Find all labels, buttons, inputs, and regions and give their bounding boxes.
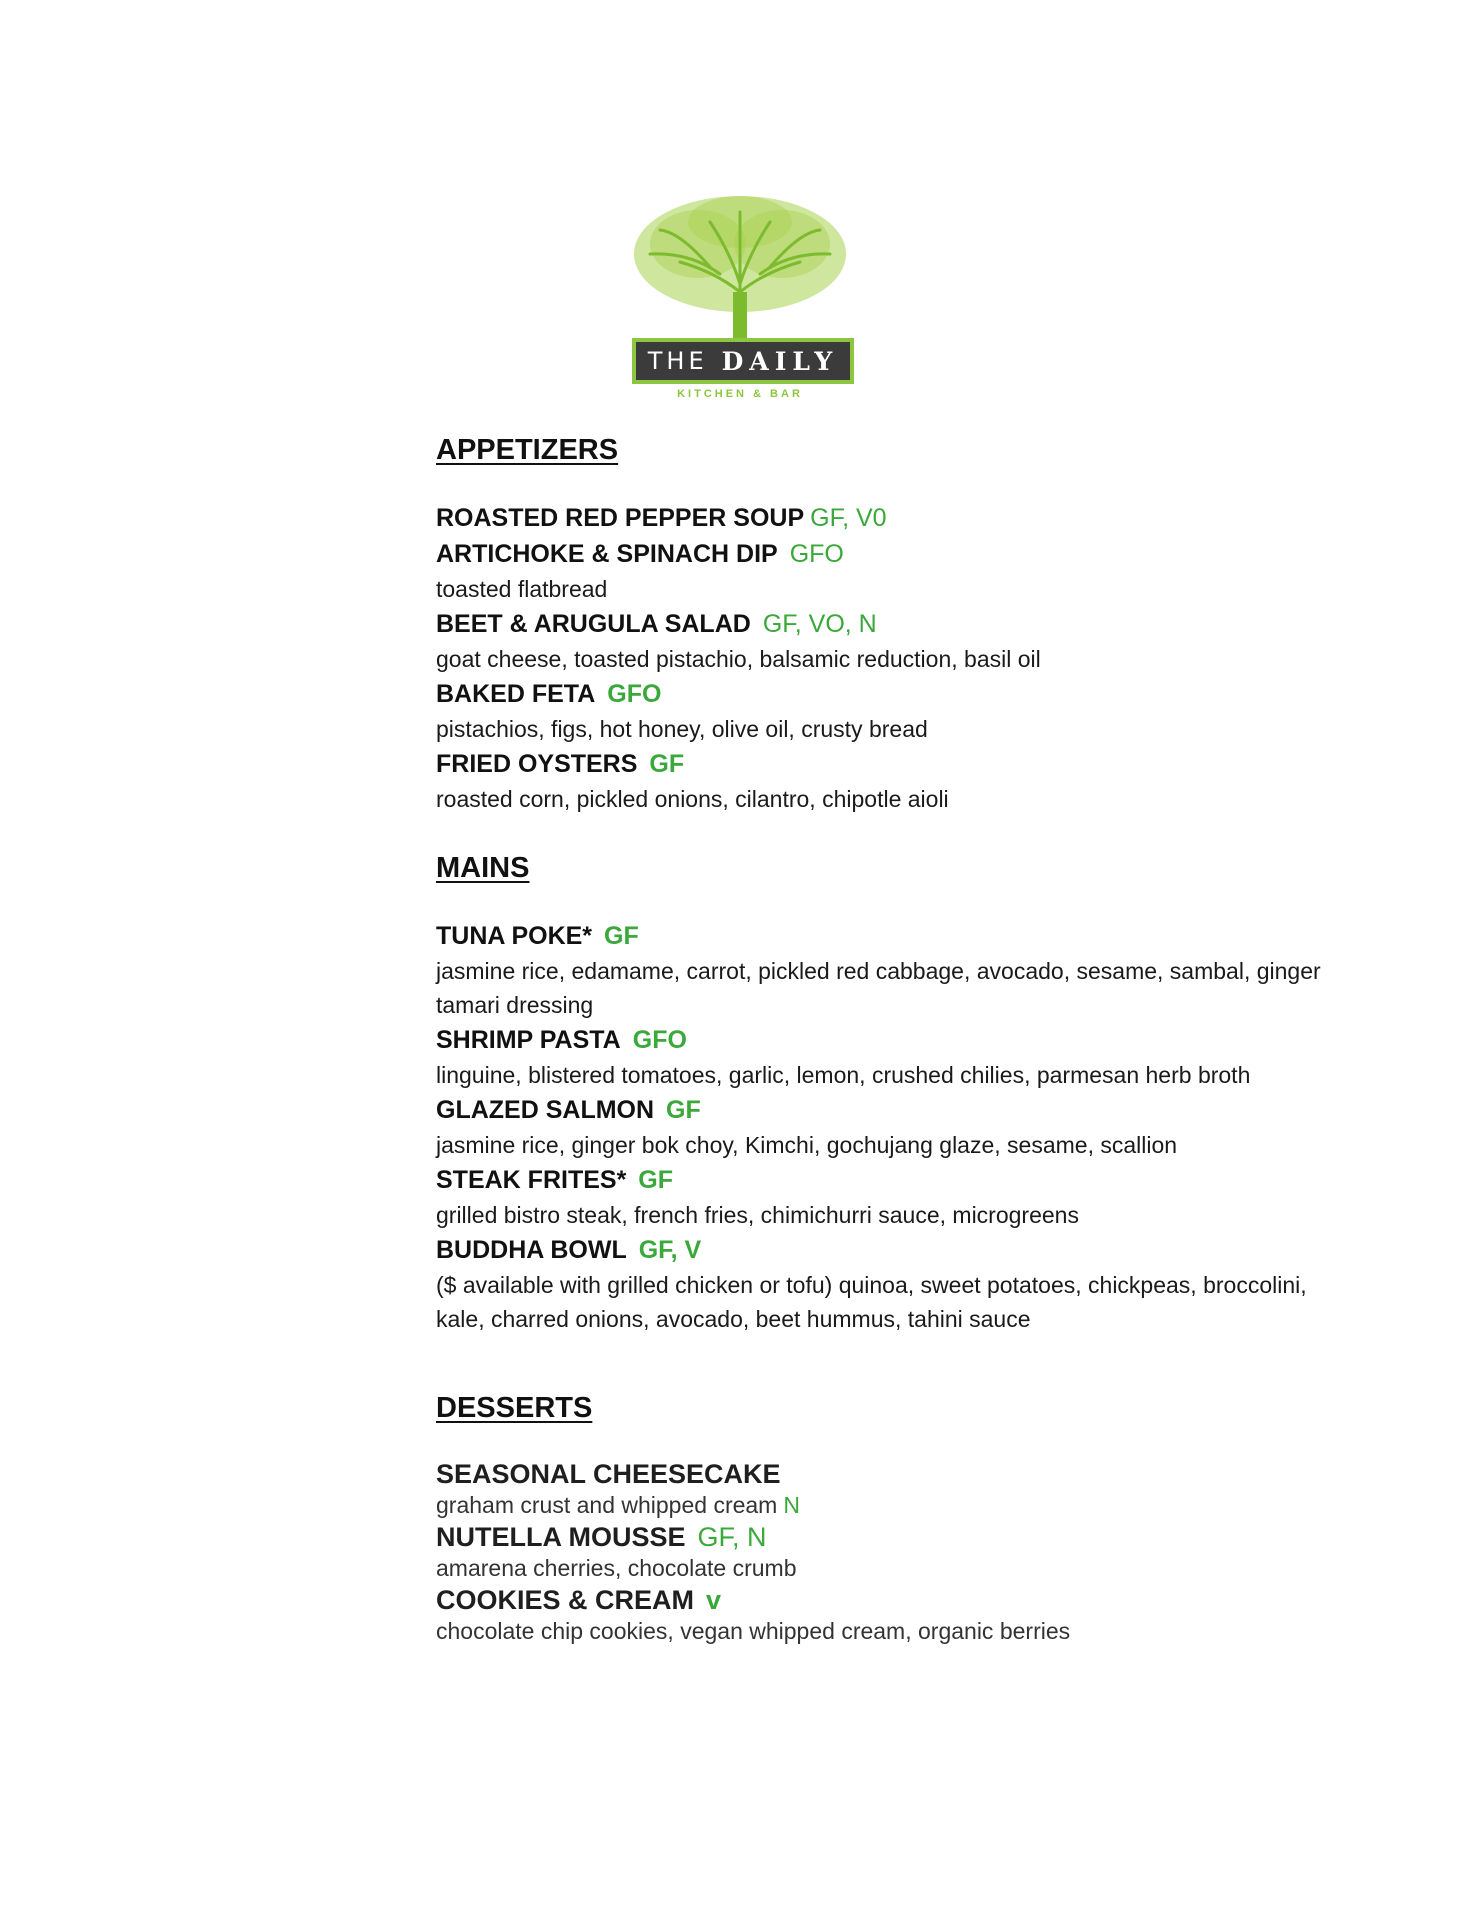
logo-plate xyxy=(632,338,854,384)
item-name: TUNA POKE* xyxy=(436,922,593,950)
item-name: GLAZED SALMON xyxy=(436,1096,655,1124)
logo-text-the: THE xyxy=(647,347,708,375)
restaurant-logo xyxy=(620,192,860,412)
logo-text-daily: DAILY xyxy=(721,346,839,376)
menu-item xyxy=(436,606,1336,676)
section-appetizers xyxy=(436,430,1336,816)
logo-tagline: KITCHEN & BAR xyxy=(677,388,803,400)
section-title: MAINS xyxy=(436,852,530,884)
section-desserts xyxy=(436,1388,1336,1645)
item-description: graham crust and whipped cream xyxy=(436,1492,778,1518)
menu-item xyxy=(436,536,1336,606)
section-mains xyxy=(436,848,1336,1336)
menu xyxy=(436,430,1336,1647)
item-description: ($ available with grilled chicken or tofu) quinoa, sweet potatoes, chickpeas, broccolini, kale, charred onions, avocado, beet hummus, tahini sauce xyxy=(436,1272,1307,1332)
item-name: FRIED OYSTERS xyxy=(436,750,638,778)
dietary-tags: GF, V xyxy=(638,1236,702,1264)
dietary-tags: v xyxy=(706,1585,722,1615)
menu-item xyxy=(436,1162,1336,1232)
item-name: ROASTED RED PEPPER SOUP xyxy=(436,504,805,532)
menu-item xyxy=(436,1521,1336,1582)
item-name: BAKED FETA xyxy=(436,680,596,708)
dietary-tags: GFO xyxy=(607,680,662,708)
section-title: DESSERTS xyxy=(436,1392,593,1424)
dietary-tags: GF xyxy=(666,1096,701,1124)
tree-icon xyxy=(620,192,860,342)
dietary-tags: GF xyxy=(638,1166,674,1194)
menu-item xyxy=(436,1092,1336,1162)
dietary-tags: GF xyxy=(649,750,685,778)
menu-item xyxy=(436,918,1336,1022)
section-title: APPETIZERS xyxy=(436,434,619,466)
dietary-tags: GF, N xyxy=(697,1522,767,1552)
item-description: linguine, blistered tomatoes, garlic, lemon, crushed chilies, parmesan herb broth xyxy=(436,1062,1251,1088)
menu-item xyxy=(436,676,1336,746)
item-description: jasmine rice, ginger bok choy, Kimchi, gochujang glaze, sesame, scallion xyxy=(436,1132,1178,1158)
menu-item xyxy=(436,1232,1336,1336)
menu-item xyxy=(436,1584,1336,1645)
menu-item xyxy=(436,500,1336,536)
item-name: ARTICHOKE & SPINACH DIP xyxy=(436,540,778,568)
item-name: STEAK FRITES* xyxy=(436,1166,627,1194)
item-description: amarena cherries, chocolate crumb xyxy=(436,1555,797,1581)
item-description: goat cheese, toasted pistachio, balsamic reduction, basil oil xyxy=(436,646,1041,672)
dietary-tags: GF, V0 xyxy=(810,504,887,532)
item-description: chocolate chip cookies, vegan whipped cream, organic berries xyxy=(436,1618,1071,1644)
item-name: SHRIMP PASTA xyxy=(436,1026,621,1054)
dietary-tags: GF xyxy=(604,922,639,950)
item-name: BEET & ARUGULA SALAD xyxy=(436,610,751,638)
dietary-tags: N xyxy=(783,1492,800,1518)
item-description: pistachios, figs, hot honey, olive oil, crusty bread xyxy=(436,716,928,742)
item-description: roasted corn, pickled onions, cilantro, chipotle aioli xyxy=(436,786,949,812)
menu-item xyxy=(436,1458,1336,1519)
item-description: jasmine rice, edamame, carrot, pickled red cabbage, avocado, sesame, sambal, ginger tamari dressing xyxy=(436,958,1321,1018)
dietary-tags: GF, VO, N xyxy=(762,610,877,638)
item-name: SEASONAL CHEESECAKE xyxy=(436,1459,781,1489)
item-name: COOKIES & CREAM xyxy=(436,1585,695,1615)
item-name: NUTELLA MOUSSE xyxy=(436,1522,686,1552)
dietary-tags: GFO xyxy=(632,1026,687,1054)
item-description: toasted flatbread xyxy=(436,576,608,602)
item-description: grilled bistro steak, french fries, chimichurri sauce, microgreens xyxy=(436,1202,1079,1228)
item-name: BUDDHA BOWL xyxy=(436,1236,627,1264)
dietary-tags: GFO xyxy=(789,540,844,568)
menu-item xyxy=(436,746,1336,816)
menu-item xyxy=(436,1022,1336,1092)
